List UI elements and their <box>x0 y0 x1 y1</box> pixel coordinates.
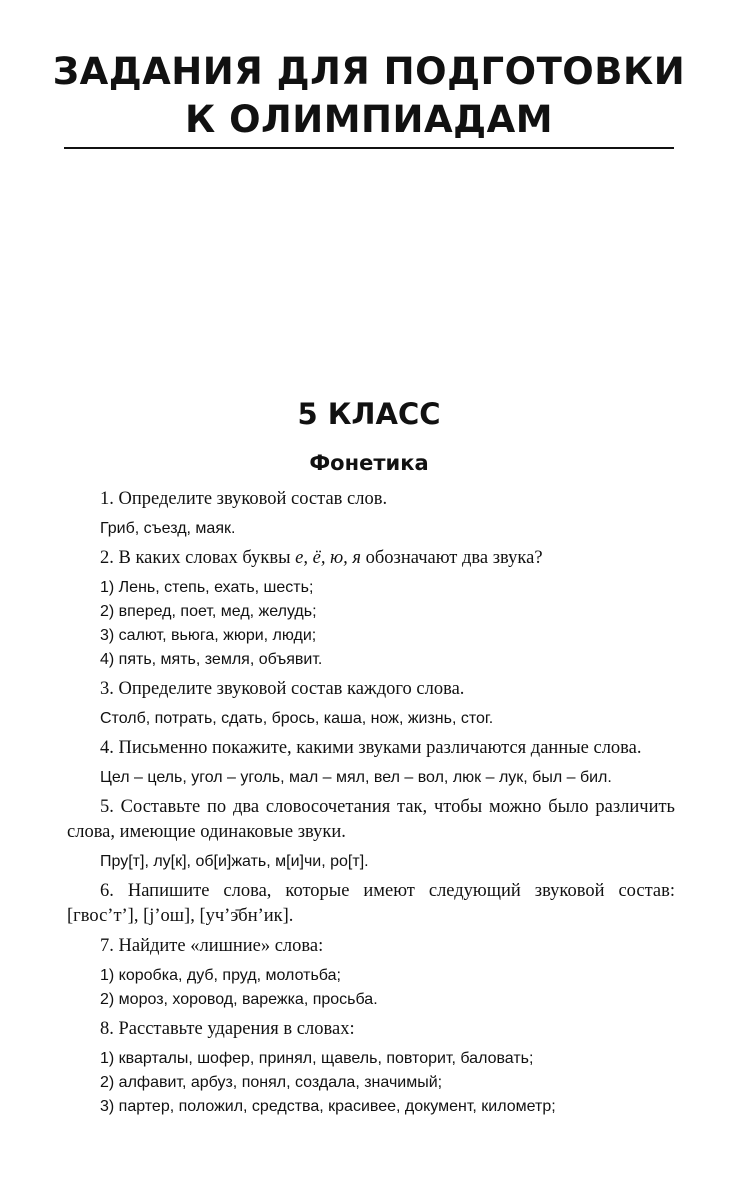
task-2-option-1: 1) Лень, степь, ехать, шесть; <box>100 579 314 596</box>
grade-heading: 5 КЛАСС <box>297 397 441 431</box>
task-2-text-start: 2. В каких словах буквы <box>100 548 296 568</box>
task-4-text: 4. Письменно покажите, какими звуками различаются данные слова. <box>100 738 642 758</box>
task-3-words: Столб, потрать, сдать, брось, каша, нож, жизнь, стог. <box>100 710 494 727</box>
task-2-options <box>67 576 675 672</box>
task-2-option-3: 3) салют, вьюга, жюри, люди; <box>100 627 317 644</box>
task-8-option-1: 1) кварталы, шофер, принял, щавель, повторит, баловать; <box>100 1050 534 1067</box>
page-title-line-2: К ОЛИМПИАДАМ <box>184 98 554 141</box>
task-6-text: 6. Напишите слова, которые имеют следующий звуковой состав: [гвос’т’], [j’ош], [уч’э̄бн’ик]. <box>67 881 675 926</box>
task-4-words: Цел – цель, угол – уголь, мал – мял, вел – вол, люк – лук, был – бил. <box>100 769 612 786</box>
page-title <box>40 48 698 144</box>
task-8-text: 8. Расставьте ударения в словах: <box>100 1019 355 1039</box>
task-7-option-2: 2) мороз, хоровод, варежка, просьба. <box>100 991 378 1008</box>
task-2-letters: е, ё, ю, я <box>295 548 361 568</box>
task-2-text-end: обозначают два звука? <box>360 548 543 568</box>
task-5-words: Пру[т], лу[к], об[и]жать, м[и]чи, ро[т]. <box>100 853 369 870</box>
task-2-option-2: 2) вперед, поет, мед, желудь; <box>100 603 317 620</box>
task-8-option-2: 2) алфавит, арбуз, понял, создала, значимый; <box>100 1074 443 1091</box>
task-2-text <box>67 546 675 571</box>
task-7-options <box>67 964 675 1012</box>
task-8-option-3: 3) партер, положил, средства, красивее, документ, километр; <box>100 1098 556 1115</box>
task-7-text: 7. Найдите «лишние» слова: <box>100 936 324 956</box>
task-8-options <box>67 1047 675 1119</box>
task-3-text: 3. Определите звуковой состав каждого слова. <box>100 679 465 699</box>
task-2-option-4: 4) пять, мять, земля, объявит. <box>100 651 323 668</box>
task-1-words: Гриб, съезд, маяк. <box>100 520 236 537</box>
section-heading: Фонетика <box>309 451 429 475</box>
page-title-line-1: ЗАДАНИЯ ДЛЯ ПОДГОТОВКИ <box>52 50 686 93</box>
task-1-text: 1. Определите звуковой состав слов. <box>100 489 388 509</box>
task-list <box>67 487 675 1124</box>
task-5-text: 5. Составьте по два словосочетания так, чтобы можно было различить слова, имеющие одинаковые звуки. <box>67 797 675 842</box>
task-7-option-1: 1) коробка, дуб, пруд, молотьба; <box>100 967 341 984</box>
title-divider <box>64 147 674 149</box>
